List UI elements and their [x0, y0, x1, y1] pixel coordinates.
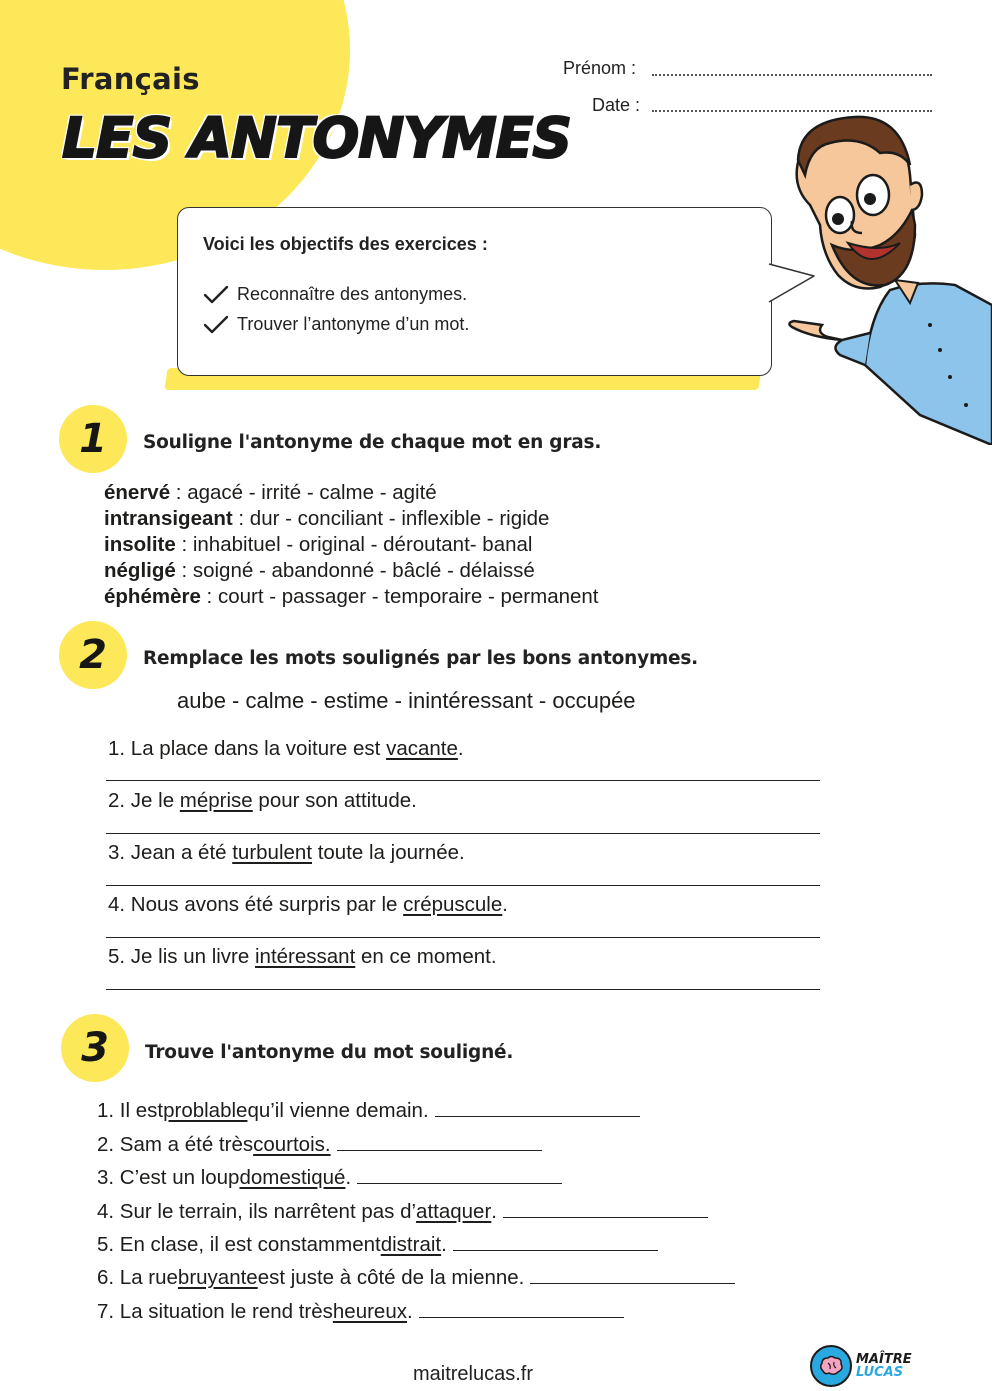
answer-blank[interactable]	[530, 1265, 735, 1284]
underlined-word: méprise	[179, 789, 253, 812]
logo-top-text: MAÎTRE	[856, 1352, 912, 1367]
underlined-word: intéressant	[254, 945, 356, 968]
exercise-3-sentence	[97, 1232, 658, 1257]
underlined-word: turbulent	[232, 841, 313, 864]
bold-word: insolite	[104, 533, 176, 556]
exercise-2-number: 2	[59, 621, 127, 689]
page-title: LES ANTONYMES	[62, 106, 572, 170]
prenom-label: Prénom :	[562, 58, 636, 78]
sentence-text: .	[441, 1233, 447, 1256]
answer-blank[interactable]	[357, 1165, 562, 1184]
sentence-text: 5. En clase, il est constamment	[97, 1233, 381, 1256]
teacher-illustration	[770, 115, 992, 445]
exercise-1-number: 1	[59, 405, 127, 473]
answer-line[interactable]	[106, 833, 820, 834]
exercise-2-instruction: Remplace les mots soulignés par les bons antonymes.	[143, 648, 699, 669]
check-icon	[203, 315, 229, 335]
answer-blank[interactable]	[435, 1098, 640, 1117]
sentence-text: en ce moment.	[355, 945, 497, 968]
sentence-text: 5. Je lis un livre	[108, 945, 255, 968]
options-text: : agacé - irrité - calme - agité	[170, 481, 437, 504]
exercise-3-number: 3	[61, 1014, 129, 1082]
underlined-word: problable	[163, 1099, 248, 1122]
exercise-1-line	[104, 585, 599, 609]
sentence-text: .	[406, 1300, 413, 1323]
objectives-heading: Voici les objectifs des exercices :	[203, 234, 488, 254]
sentence-text: toute la journée.	[312, 841, 465, 864]
exercise-3-instruction: Trouve l'antonyme du mot souligné.	[145, 1042, 514, 1063]
answer-blank[interactable]	[337, 1132, 542, 1151]
objective-item	[203, 284, 467, 305]
exercise-3-sentence	[97, 1098, 640, 1123]
sentence-text: 3. Jean a été	[108, 841, 233, 864]
options-text: : soigné - abandonné - bâclé - délaissé	[175, 559, 535, 582]
answer-line[interactable]	[106, 885, 820, 886]
sentence-text: 2. Sam a été très	[97, 1133, 254, 1156]
sentence-text: .	[345, 1166, 352, 1189]
sentence-text: 6. La rue	[97, 1266, 178, 1289]
options-text: : court - passager - temporaire - permanent	[200, 585, 599, 608]
exercise-1-line	[104, 533, 532, 557]
exercise-2-sentence	[108, 893, 508, 917]
underlined-word: domestiqué	[239, 1166, 346, 1189]
exercise-3-sentence	[97, 1199, 708, 1224]
answer-blank[interactable]	[453, 1232, 658, 1251]
date-label: Date :	[591, 95, 640, 115]
bold-word: éphémère	[104, 585, 201, 608]
exercise-2-sentence	[108, 789, 417, 813]
exercise-1-line	[104, 507, 549, 531]
exercise-3-sentence	[97, 1265, 735, 1290]
sentence-text: 1. Il est	[97, 1099, 164, 1122]
sentence-text: 2. Je le	[108, 789, 180, 812]
exercise-1-line	[104, 481, 437, 505]
options-text: : dur - conciliant - inflexible - rigide	[232, 507, 550, 530]
exercise-2-sentence	[108, 737, 464, 761]
maitre-lucas-logo	[810, 1345, 912, 1387]
sentence-text: 4. Nous avons été surpris par le	[108, 893, 404, 916]
exercise-1-instruction: Souligne l'antonyme de chaque mot en gras.	[143, 432, 602, 453]
footer-url[interactable]: maitrelucas.fr	[412, 1363, 534, 1385]
exercise-3-sentence	[97, 1132, 542, 1157]
exercise-2-sentence	[108, 945, 497, 969]
sentence-text: qu’il vienne demain.	[247, 1099, 429, 1122]
subject-label: Français	[61, 62, 200, 96]
answer-blank[interactable]	[503, 1199, 708, 1218]
logo-text	[856, 1353, 912, 1379]
underlined-word: vacante	[386, 737, 458, 760]
brain-icon	[810, 1345, 852, 1387]
exercise-1-line	[104, 559, 535, 583]
sentence-text: est juste à côté de la mienne.	[257, 1266, 525, 1289]
underlined-word: heureux	[332, 1300, 407, 1323]
sentence-text: 1. La place dans la voiture est	[108, 737, 387, 760]
sentence-text: .	[457, 737, 464, 760]
answer-line[interactable]	[106, 989, 820, 990]
exercise-3-sentence	[97, 1299, 624, 1324]
exercise-2-sentence	[108, 841, 465, 865]
underlined-word: bruyante	[177, 1266, 258, 1289]
options-text: : inhabituel - original - déroutant- banal	[175, 533, 533, 556]
answer-line[interactable]	[106, 780, 820, 781]
check-icon	[203, 285, 229, 305]
sentence-text: .	[491, 1200, 497, 1223]
word-bank: aube - calme - estime - inintéressant - occupée	[177, 688, 636, 713]
underlined-word: crépuscule	[403, 893, 503, 916]
date-field[interactable]	[652, 110, 932, 112]
sentence-text: 3. C’est un loup	[97, 1166, 240, 1189]
sentence-text: pour son attitude.	[252, 789, 417, 812]
objective-text: Trouver l’antonyme d’un mot.	[237, 314, 470, 334]
bold-word: négligé	[104, 559, 176, 582]
underlined-word: attaquer	[416, 1200, 492, 1223]
bold-word: intransigeant	[104, 507, 233, 530]
sentence-text: 4. Sur le terrain, ils narrêtent pas d’	[97, 1200, 417, 1223]
objectives-bubble	[177, 207, 772, 376]
prenom-field[interactable]	[652, 74, 932, 76]
underlined-word: distrait	[380, 1233, 442, 1256]
objective-text: Reconnaître des antonymes.	[237, 284, 468, 304]
bold-word: énervé	[104, 481, 171, 504]
logo-bottom-text: LUCAS	[856, 1365, 904, 1380]
sentence-text: 7. La situation le rend très	[97, 1300, 333, 1323]
answer-blank[interactable]	[419, 1299, 624, 1318]
exercise-3-sentence	[97, 1165, 562, 1190]
underlined-word: courtois.	[253, 1133, 331, 1156]
answer-line[interactable]	[106, 937, 820, 938]
objective-item	[203, 314, 469, 335]
sentence-text: .	[502, 893, 508, 916]
